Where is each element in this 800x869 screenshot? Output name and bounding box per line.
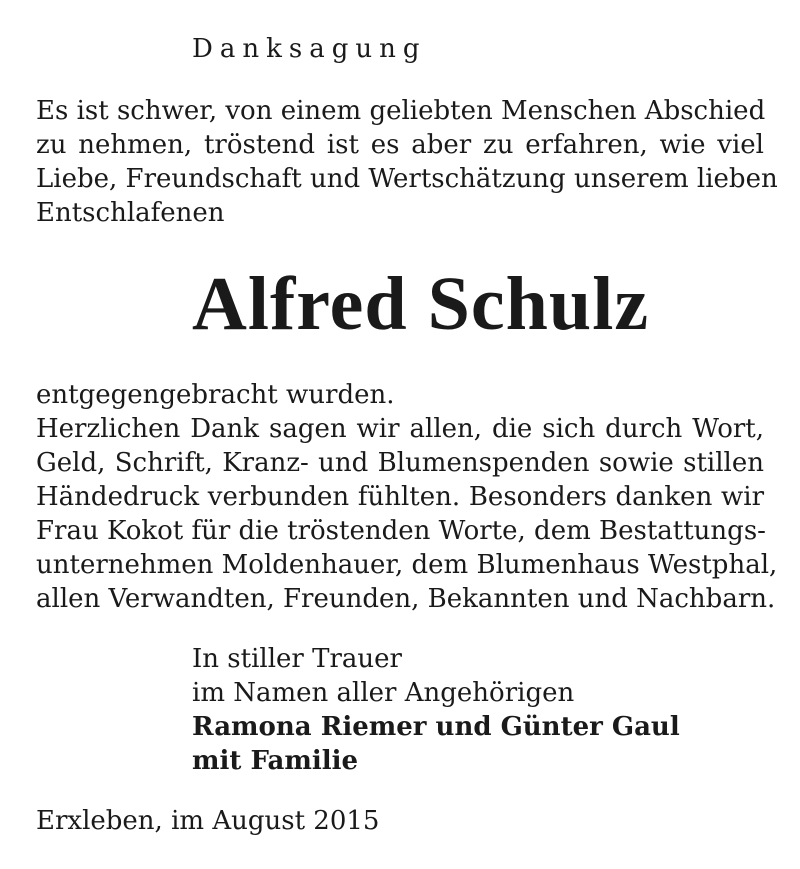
intro-line: Liebe, Freundschaft und Wertschätzung unserem lieben: [36, 164, 778, 194]
intro-line: Entschlafenen: [36, 198, 225, 228]
deceased-name: Alfred Schulz: [192, 262, 650, 346]
thanks-line: Herzlichen Dank sagen wir allen, die sich durch Wort,: [36, 414, 764, 444]
thanks-line: allen Verwandten, Freunden, Bekannten und Nachbarn.: [36, 584, 776, 614]
intro-paragraph: [36, 94, 778, 230]
thanks-line: Händedruck verbunden fühlten. Besonders danken wir: [36, 482, 764, 512]
mourning-line: In stiller Trauer: [192, 644, 402, 674]
intro-line: Es ist schwer, von einem geliebten Menschen Abschied: [36, 96, 766, 126]
relatives-line: im Namen aller Angehörigen: [192, 678, 575, 708]
signature-block: [192, 642, 680, 778]
signatory-family: mit Familie: [192, 746, 359, 776]
place-date: Erxleben, im August 2015: [36, 806, 380, 836]
thanks-line: Geld, Schrift, Kranz- und Blumenspenden sowie stillen: [36, 448, 764, 478]
thanks-line: Frau Kokot für die tröstenden Worte, dem Bestattungs-: [36, 516, 766, 546]
thanks-line: unternehmen Moldenhauer, dem Blumenhaus Westphal,: [36, 550, 778, 580]
signatory-names: Ramona Riemer und Günter Gaul: [192, 712, 680, 742]
thanks-paragraph: [36, 378, 778, 616]
thanks-line: entgegengebracht wurden.: [36, 380, 395, 410]
notice-heading: Danksagung: [192, 34, 427, 64]
intro-line: zu nehmen, tröstend ist es aber zu erfahren, wie viel: [36, 130, 764, 160]
